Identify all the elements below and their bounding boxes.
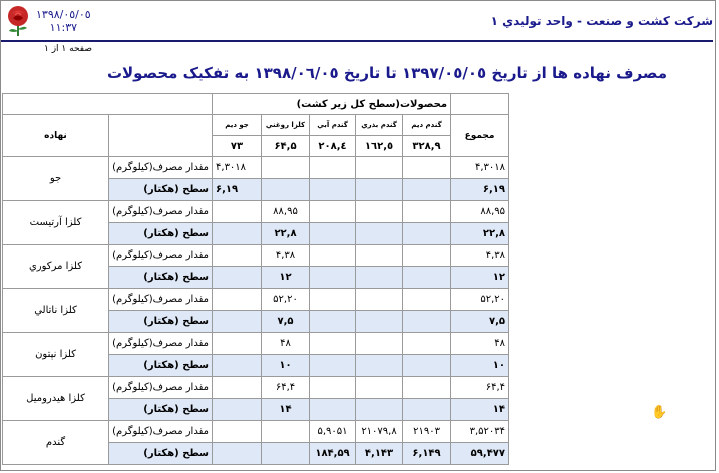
value-cell — [403, 399, 451, 421]
total-cell: ٢٢,٨ — [451, 223, 509, 245]
value-cell — [403, 179, 451, 201]
value-cell — [356, 333, 403, 355]
value-cell: ٢٠,۵٢ — [262, 289, 310, 311]
input-name: کلزا مرکوري — [3, 245, 109, 289]
value-cell — [310, 267, 356, 289]
value-cell — [356, 201, 403, 223]
crop-header-4: کلزا روغني — [262, 115, 310, 136]
value-cell — [310, 157, 356, 179]
value-cell — [310, 245, 356, 267]
value-cell — [213, 443, 262, 465]
value-cell: ٢١٩٠٣ — [403, 421, 451, 443]
usage-label: مقدار مصرف(کيلوگرم) — [109, 377, 213, 399]
crop-header-2: گندم بذري — [356, 115, 403, 136]
value-cell — [356, 267, 403, 289]
usage-label: مقدار مصرف(کيلوگرم) — [109, 201, 213, 223]
value-cell: ٣٨,۴ — [262, 245, 310, 267]
input-name: کلزا ناتالي — [3, 289, 109, 333]
value-cell — [213, 399, 262, 421]
total-cell: ١٢ — [451, 267, 509, 289]
value-cell — [213, 245, 262, 267]
area-label: سطح (هکتار) — [109, 399, 213, 421]
crop-area-5: ٧٣ — [213, 136, 262, 157]
crop-area-4: ۶۴,۵ — [262, 136, 310, 157]
value-cell — [310, 377, 356, 399]
input-name: گندم — [3, 421, 109, 465]
empty-corner — [3, 94, 213, 115]
value-cell — [310, 223, 356, 245]
crop-header-5: جو ديم — [213, 115, 262, 136]
area-label: سطح (هکتار) — [109, 443, 213, 465]
value-cell — [403, 157, 451, 179]
value-cell — [403, 267, 451, 289]
value-cell — [356, 355, 403, 377]
area-label: سطح (هکتار) — [109, 179, 213, 201]
value-cell: ۶۴,۴ — [262, 377, 310, 399]
header-divider — [1, 40, 713, 42]
value-cell — [310, 355, 356, 377]
value-cell: ٢١٠٧٩,٨ — [356, 421, 403, 443]
table-row — [3, 289, 509, 311]
value-cell — [213, 289, 262, 311]
value-cell: ۴٨ — [262, 333, 310, 355]
value-cell — [356, 289, 403, 311]
input-name: کلزا آرتيست — [3, 201, 109, 245]
report-table — [2, 93, 509, 465]
value-cell — [356, 399, 403, 421]
table-row — [3, 421, 509, 443]
usage-label: مقدار مصرف(کيلوگرم) — [109, 421, 213, 443]
table-row — [3, 245, 509, 267]
value-cell: ٩٠۵١,۵ — [310, 421, 356, 443]
value-cell — [213, 223, 262, 245]
value-cell: ١۴ — [262, 399, 310, 421]
value-cell — [403, 201, 451, 223]
value-cell — [356, 223, 403, 245]
hand-cursor-icon: ✋ — [651, 405, 668, 420]
value-cell: ٣٠١٨,۴ — [213, 157, 262, 179]
col-total-header: مجموع — [451, 115, 509, 157]
value-cell — [310, 333, 356, 355]
col-input-header: نهاده — [3, 115, 109, 157]
value-cell — [356, 377, 403, 399]
usage-label: مقدار مصرف(کيلوگرم) — [109, 157, 213, 179]
label-header-spacer — [109, 115, 213, 157]
area-label: سطح (هکتار) — [109, 355, 213, 377]
group-header: محصولات(سطح کل زير کشت) — [213, 94, 451, 115]
total-cell: ۴٧٧,۵٩ — [451, 443, 509, 465]
report-title: مصرف نهاده ها از تاريخ ١٣٩٧/٠٥/٠٥ تا تاريخ ١٣٩٨/٠٦/٠٥ به تفکيک محصولات — [106, 64, 667, 82]
value-cell — [356, 311, 403, 333]
value-cell — [403, 333, 451, 355]
crop-area-3: ٢٠٨,٤ — [310, 136, 356, 157]
usage-label: مقدار مصرف(کيلوگرم) — [109, 245, 213, 267]
total-cell: ۴٨ — [451, 333, 509, 355]
total-cell: ٣٨,۴ — [451, 245, 509, 267]
value-cell — [310, 399, 356, 421]
value-cell — [262, 179, 310, 201]
value-cell — [403, 289, 451, 311]
total-cell: ١٩,۶ — [451, 179, 509, 201]
value-cell — [403, 223, 451, 245]
area-label: سطح (هکتار) — [109, 267, 213, 289]
total-cell: ۵,٧ — [451, 311, 509, 333]
table-row — [3, 333, 509, 355]
total-header-spacer — [451, 94, 509, 115]
value-cell: ١٩,۶ — [213, 179, 262, 201]
value-cell: ٢٢,٨ — [262, 223, 310, 245]
value-cell — [403, 245, 451, 267]
rose-icon — [5, 5, 31, 37]
input-name: جو — [3, 157, 109, 201]
value-cell — [403, 311, 451, 333]
value-cell — [310, 311, 356, 333]
report-time: ١١:٣٧ — [49, 21, 78, 34]
usage-label: مقدار مصرف(کيلوگرم) — [109, 289, 213, 311]
value-cell — [356, 245, 403, 267]
usage-label: مقدار مصرف(کيلوگرم) — [109, 333, 213, 355]
value-cell — [310, 179, 356, 201]
value-cell — [262, 157, 310, 179]
table-row — [3, 377, 509, 399]
company-name: شرکت کشت و صنعت - واحد توليدي ١ — [490, 14, 713, 28]
report-date: ١٣٩٨/٠٥/٠٥ — [36, 8, 91, 21]
value-cell — [213, 377, 262, 399]
value-cell — [262, 443, 310, 465]
page-number: صفحه ١ از ١ — [44, 44, 92, 54]
value-cell — [213, 267, 262, 289]
value-cell: ١٠ — [262, 355, 310, 377]
area-label: سطح (هکتار) — [109, 311, 213, 333]
total-cell: ١٠ — [451, 355, 509, 377]
value-cell: ١٨۴,۵٩ — [310, 443, 356, 465]
value-cell: ١۴٩,۶ — [403, 443, 451, 465]
value-cell: ٨٨,٩۵ — [262, 201, 310, 223]
report-datetime — [36, 8, 91, 34]
total-cell: ۶۴,۴ — [451, 377, 509, 399]
table-row — [3, 157, 509, 179]
value-cell: ١٢ — [262, 267, 310, 289]
value-cell — [213, 201, 262, 223]
input-name: کلزا هيدروميل — [3, 377, 109, 421]
crop-header-3: گندم آبي — [310, 115, 356, 136]
input-name: کلزا نپتون — [3, 333, 109, 377]
total-cell: ٢٠,۵٢ — [451, 289, 509, 311]
value-cell — [356, 157, 403, 179]
value-cell — [262, 421, 310, 443]
value-cell — [213, 355, 262, 377]
total-cell: ٣٠١٨,۴ — [451, 157, 509, 179]
value-cell — [356, 179, 403, 201]
value-cell — [403, 377, 451, 399]
value-cell: ۵,٧ — [262, 311, 310, 333]
value-cell — [310, 201, 356, 223]
crop-header-1: گندم ديم — [403, 115, 451, 136]
value-cell — [213, 311, 262, 333]
total-cell: ١۴ — [451, 399, 509, 421]
area-label: سطح (هکتار) — [109, 223, 213, 245]
value-cell — [403, 355, 451, 377]
crop-area-2: ١٦٢,٥ — [356, 136, 403, 157]
total-cell: ٨٨,٩۵ — [451, 201, 509, 223]
value-cell: ١۴٣,۴ — [356, 443, 403, 465]
value-cell — [213, 421, 262, 443]
value-cell — [213, 333, 262, 355]
table-row — [3, 201, 509, 223]
crop-area-1: ٣٢٨,٩ — [403, 136, 451, 157]
total-cell: ۵٢٠٣۴,٣ — [451, 421, 509, 443]
value-cell — [310, 289, 356, 311]
